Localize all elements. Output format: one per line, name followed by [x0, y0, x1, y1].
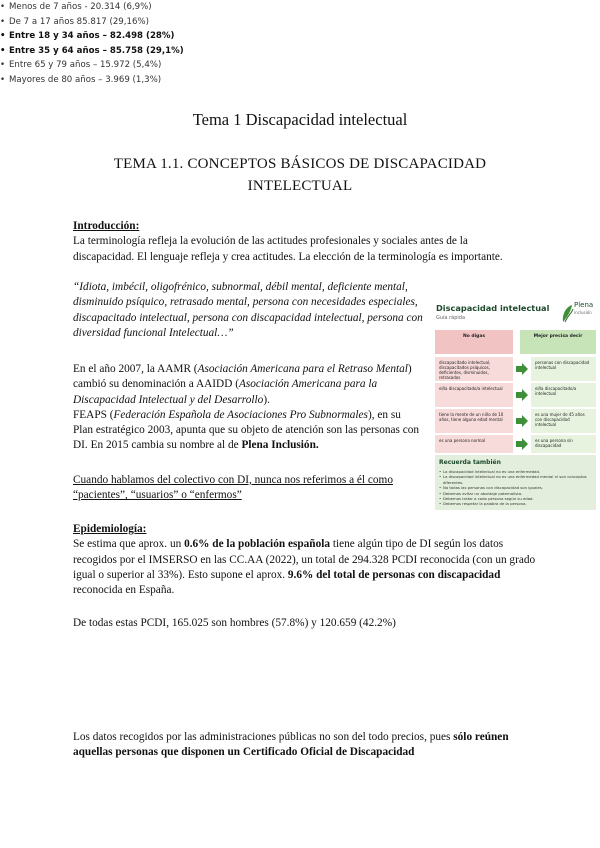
list-item: • Debemos tratar a cada persona según su edad. — [439, 496, 592, 501]
epidemiology-heading: Epidemiología: — [73, 523, 147, 535]
arrow-right-icon — [516, 389, 528, 401]
list-item: • No todas las personas con discapacidad son iguales. — [439, 485, 592, 490]
dont-say-cell: el/la discapacitado/a intelectual — [435, 383, 513, 407]
say-cell: es una persona sin discapacidad — [531, 435, 596, 453]
feaps-text: FEAPS ( — [73, 408, 114, 421]
say-cell: personas con discapacidad intelectual — [531, 357, 596, 381]
intro-text: La terminología refleja la evolución de las actitudes profesionales y sociales antes de la discapacidad. El lenguaje refleja y crea actitudes. La elección de la terminología es importante. — [73, 235, 503, 263]
section-title-line2: INTELECTUAL — [247, 178, 353, 194]
infographic-brand-sub: inclusión — [574, 310, 592, 315]
intro-section — [73, 219, 528, 265]
list-item: • Entre 35 y 64 años – 85.758 (29,1%) — [0, 44, 400, 59]
aamr-name: Asociación Americana para el Retraso Mental — [197, 363, 408, 375]
remember-box — [435, 455, 596, 510]
terminology-quote: “Idiota, imbécil, oligofrénico, subnormal, débil mental, deficiente mental, disminuido psíquico, retrasado mental, persona con necesidades especiales, discapacitado intelectual, persona con discapacidad intelectual, persona con diversidad funcional Intelectual…” — [73, 281, 423, 339]
epi-highlight: 0.6% de la población española — [184, 538, 331, 551]
intro-heading: Introducción: — [73, 220, 140, 232]
feaps-name: Federación Española de Asociaciones Pro Subnormales — [113, 408, 368, 421]
official-highlight: sólo reúnen aquellas personas que disponen un Certificado Oficial de Discapacidad — [73, 731, 509, 759]
list-item: • Menos de 7 años - 20.314 (6,9%) — [0, 0, 400, 15]
list-item: • Entre 18 y 34 años – 82.498 (28%) — [0, 29, 400, 44]
epi-text: tiene algún tipo de DI según los datos recogidos por el IMSERSO en las CC.AA (2022), un total de 294.328 PCDI reconocida (con un grado igual o superior al 33%). Esto supone el aprox. — [73, 538, 536, 581]
infographic-subtitle: Guía rápida — [436, 315, 466, 321]
remember-title: Recuerda también — [439, 459, 501, 466]
dont-say-cell: tiene la mente de un niño de 10 años, tiene alguna edad mental — [435, 409, 513, 433]
dont-say-cell: es una persona normal — [435, 435, 513, 453]
list-item: • La discapacidad intelectual no es una enfermedad. — [439, 469, 592, 474]
section-title — [60, 153, 540, 197]
remember-list — [439, 469, 592, 507]
gender-distribution: De todas estas PCDI, 165.025 son hombres (57.8%) y 120.659 (42.2%) — [73, 617, 396, 629]
collective-note: Cuando hablamos del colectivo con DI, nunca nos referimos a él como “pacientes”, “usuarios” o “enfermos” — [73, 474, 393, 502]
age-group-list — [0, 0, 400, 87]
page-title: Tema 1 Discapacidad intelectual — [192, 110, 408, 129]
list-item: • Mayores de 80 años – 3.969 (1,3%) — [0, 73, 400, 88]
epi-highlight: 9.6% del total de personas con discapacidad — [287, 568, 501, 581]
list-item: • Debemos respetar la palabra de la persona. — [439, 501, 592, 506]
aamr-section — [73, 362, 423, 454]
aamr-text: ). — [263, 393, 270, 406]
infographic-title: Discapacidad intelectual — [436, 303, 550, 313]
plena-inclusion-name: Plena Inclusión. — [241, 439, 319, 452]
list-item: • Entre 65 y 79 años – 15.972 (5,4%) — [0, 58, 400, 73]
infographic-brand: Plena — [574, 301, 594, 309]
feaps-text: ), en su Plan estratégico 2003, apunta que su objeto de atención son las personas con DI. En 2015 cambia su nombre al de — [73, 408, 420, 452]
arrow-right-icon — [516, 415, 528, 427]
aaidd-name: Asociación Americana para la Discapacidad Intelectual y del Desarrollo — [73, 378, 378, 406]
epi-text: reconocida en España. — [73, 584, 175, 597]
arrow-right-icon — [516, 438, 528, 450]
list-item: • La discapacidad intelectual no es una enfermedad mental ni son conceptos diferentes. — [439, 474, 592, 485]
aamr-paragraph — [73, 362, 423, 408]
arrow-right-icon — [516, 363, 528, 375]
feaps-paragraph — [73, 408, 423, 454]
say-cell: es una mujer de 45 años con discapacidad intelectual — [531, 409, 596, 433]
official-certificate-note — [73, 730, 543, 761]
epidemiology-section — [73, 522, 543, 598]
terminology-infographic — [432, 297, 597, 512]
aamr-text: ) cambió su denominación a AAIDD ( — [73, 363, 412, 391]
epidemiology-text — [73, 537, 543, 598]
column-header-dont-say: No digas — [435, 330, 513, 354]
list-item: • De 7 a 17 años 85.817 (29,16%) — [0, 15, 400, 30]
epi-text: Se estima que aprox. un — [73, 538, 185, 551]
say-cell: el/la discapacitado/a intelectual — [531, 383, 596, 407]
column-header-say: Mejor precisa decir — [520, 330, 596, 354]
dont-say-cell: discapacitado intelectual, discapacitados psíquicos, deficientes, disminuidos, retrasados — [435, 357, 513, 381]
list-item: • Debemos evitar un abordaje paternalista. — [439, 491, 592, 496]
aamr-text: En el año 2007, la AAMR ( — [73, 363, 198, 375]
section-title-line1: TEMA 1.1. CONCEPTOS BÁSICOS DE DISCAPACIDAD — [113, 156, 487, 172]
official-text: Los datos recogidos por las administraciones públicas no son del todo precios, pues — [73, 731, 454, 743]
